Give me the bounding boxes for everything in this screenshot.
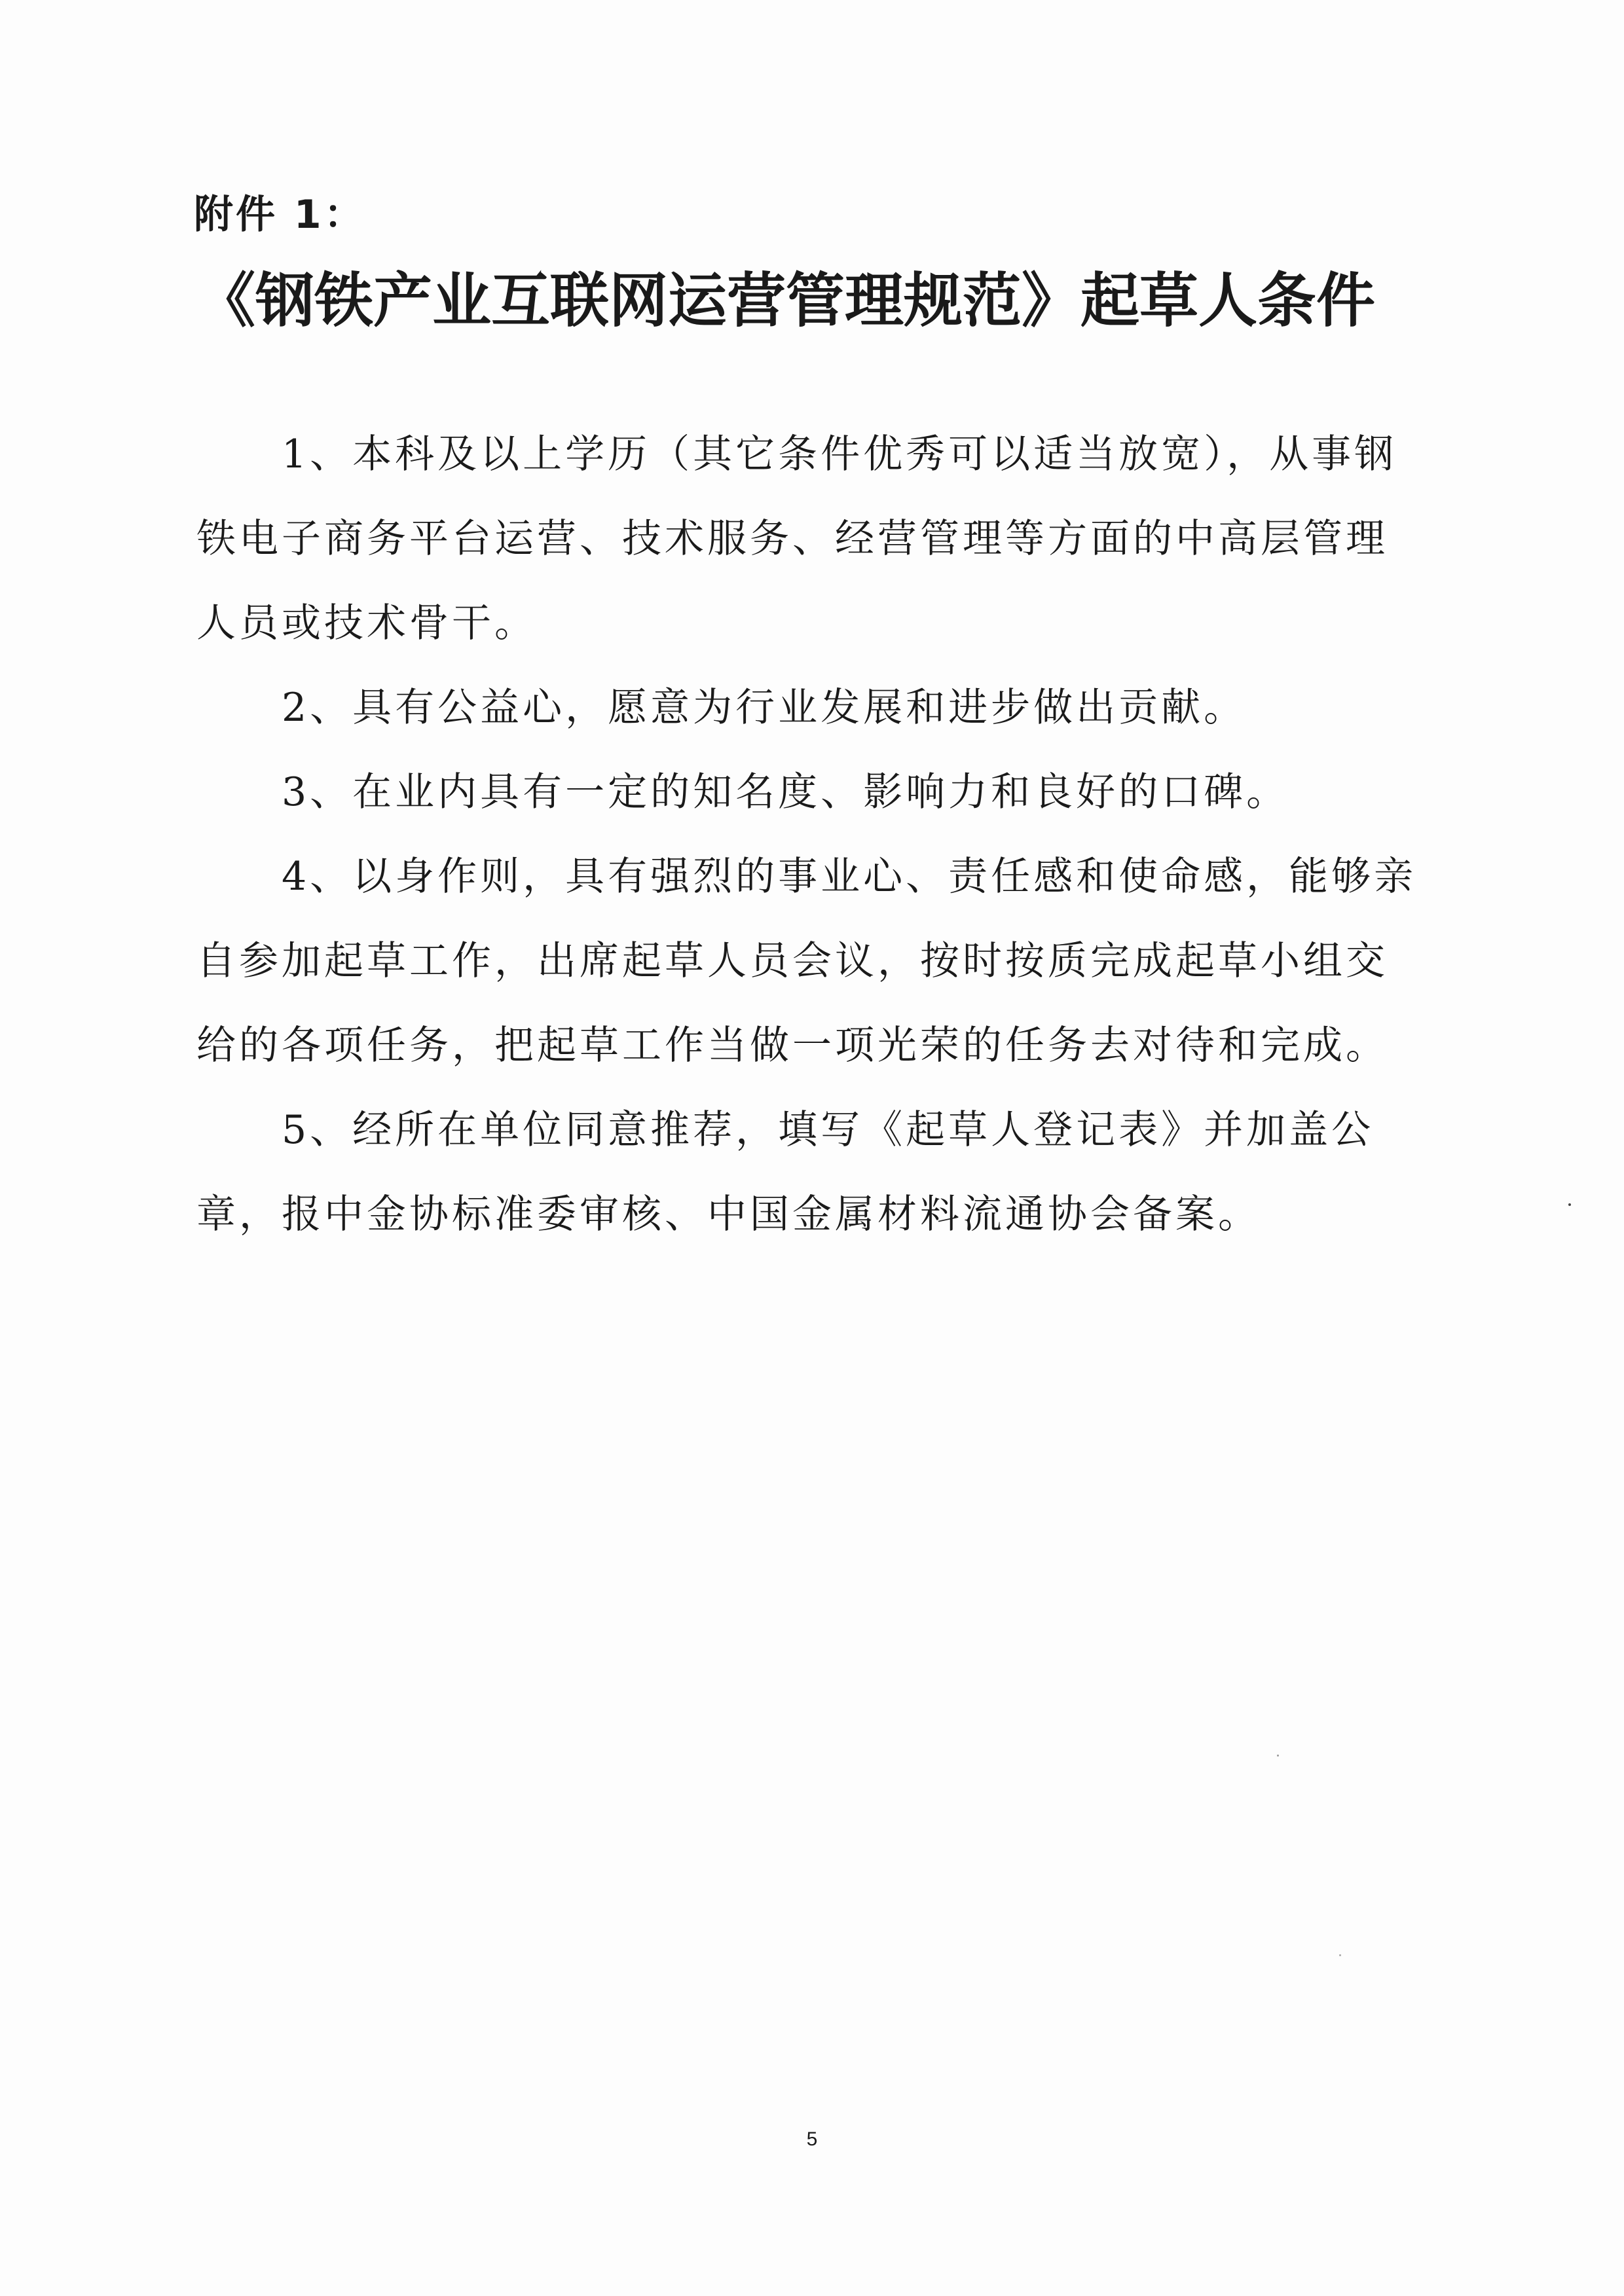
document-title: 《钢铁产业互联网运营管理规范》起草人条件 [196,266,1375,335]
paragraph-4: 4、以身作则，具有强烈的事业心、责任感和使命感，能够亲自参加起草工作，出席起草人员会议，按时按质完成起草小组交给的各项任务，把起草工作当做一项光荣的任务去对待和完成。 [196,854,1417,1068]
scan-speck [1277,1755,1279,1757]
paragraph-1: 1、本科及以上学历（其它条件优秀可以适当放宽），从事钢铁电子商务平台运营、技术服务、经营管理等方面的中高层管理人员或技术骨干。 [196,431,1397,646]
paragraph-3: 3、在业内具有一定的知名度、影响力和良好的口碑。 [282,769,1289,815]
paragraph-5: 5、经所在单位同意推荐，填写《起草人登记表》并加盖公章，报中金协标准委审核、中国金属材料流通协会备案。 [196,1107,1375,1237]
scan-speck [1339,1954,1341,1956]
scan-speck [1568,1203,1571,1206]
attachment-label: 附件 1： [194,192,366,238]
document-body [196,412,1421,1257]
paragraph-2: 2、具有公益心，愿意为行业发展和进步做出贡献。 [282,685,1247,731]
page-number: 5 [806,2128,818,2150]
